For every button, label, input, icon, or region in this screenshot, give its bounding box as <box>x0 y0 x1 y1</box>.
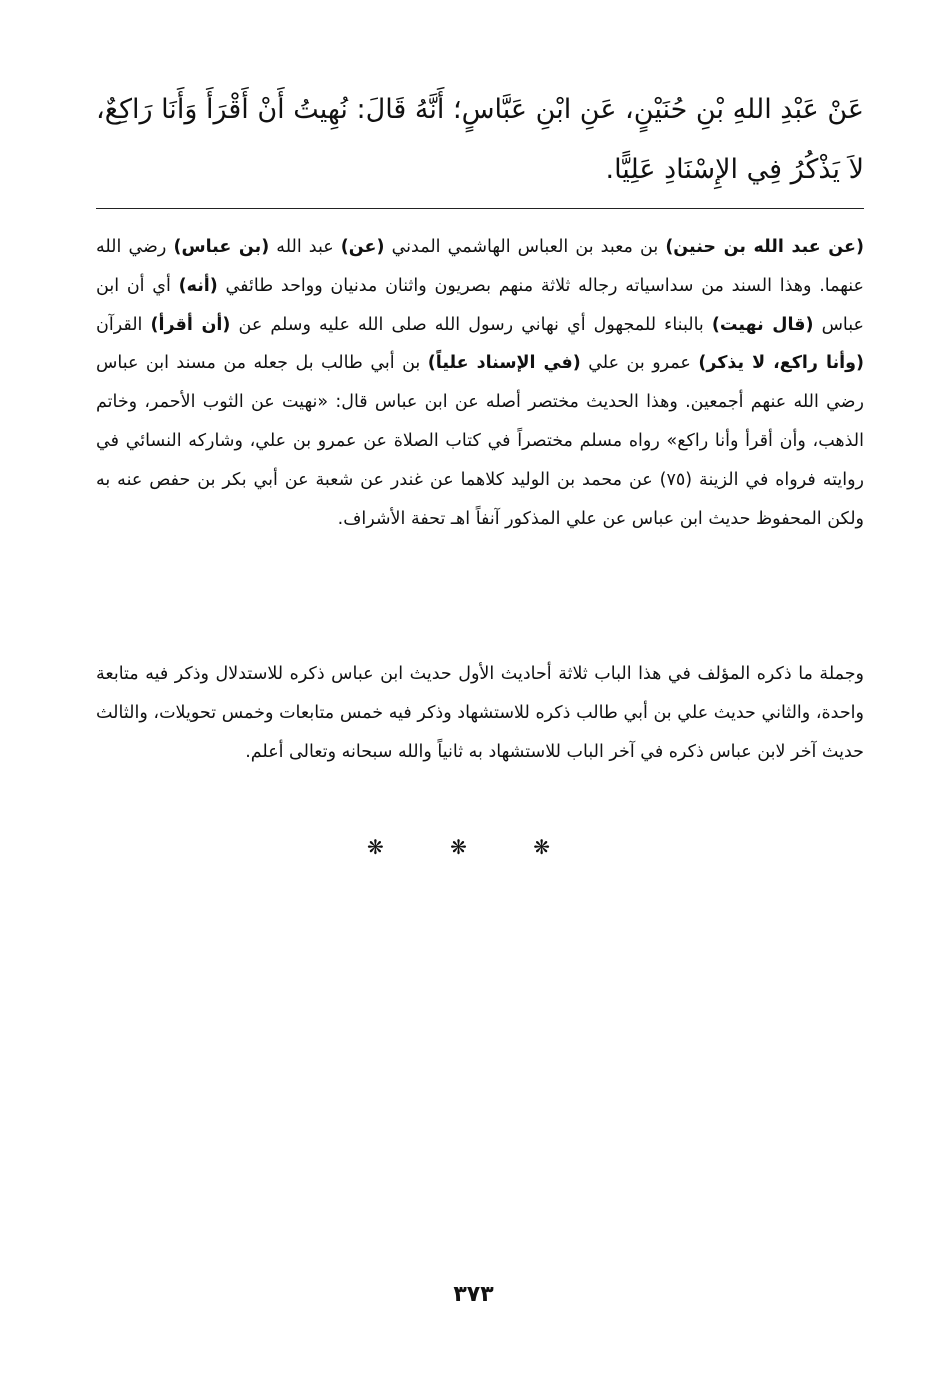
commentary-text: عبد الله <box>269 237 341 257</box>
quoted-phrase: (بن عباس) <box>173 237 270 257</box>
chapter-summary: وجملة ما ذكره المؤلف في هذا الباب ثلاثة أحاديث الأول حديث ابن عباس ذكره للاستدلال وذكر فيه متابعة واحدة، والثاني حديث علي بن أبي طالب ذكره للاستشهاد وذكر فيه خمس متابعات وخمس تحويلات، والثالث حديث آخر لابن عباس ذكره في آخر الباب للاستشهاد به ثانياً والله سبحانه وتعالى أعلم. <box>96 664 864 762</box>
quoted-phrase: (أن أقرأ) <box>150 314 231 335</box>
commentary-text: بن أبي طالب بل جعله من مسند ابن عباس رضي الله عنهم أجمعين. وهذا الحديث مختصر أصله عن ابن عباس قال: «نهيت عن الثوب الأحمر، وخاتم الذهب، وأن أقرأ وأنا راكع» رواه مسلم مختصراً في كتاب الصلاة عن عمرو بن علي، وشاركه النسائي في روايته فرواه في الزينة (٧٥) عن محمد بن الوليد كلاهما عن غندر عن شعبة عن أبي بكر بن حفص عنه به ولكن المحفوظ حديث ابن عباس عن علي المذكور آنفاً اهـ تحفة الأشراف. <box>96 353 864 529</box>
quoted-phrase: (وأنا راكع، لا يذكر) <box>698 353 865 374</box>
page-number: ٣٧٣ <box>453 1282 494 1307</box>
quoted-phrase: (عن) <box>340 237 385 257</box>
commentary-paragraph <box>96 228 864 538</box>
quoted-phrase: (عن عبد الله بن حنين) <box>665 237 864 257</box>
footnote-divider <box>96 208 864 209</box>
quoted-phrase: (في الإسناد علياً) <box>427 353 581 374</box>
commentary-text: أي أن ابن عباس <box>96 275 864 335</box>
hadith-text: عَنْ عَبْدِ اللهِ بْنِ حُنَيْنٍ، عَنِ ابْنِ عَبَّاسٍ؛ أَنَّهُ قَالَ: نُهِيتُ أَنْ أَقْرَأَ وَأَنَا رَاكِعٌ، لاَ يَذْكُرُ فِي الإِسْنَادِ عَلِيًّا. <box>96 94 864 185</box>
commentary-text: القرآن <box>96 314 151 335</box>
quoted-phrase: (أنه) <box>178 275 218 296</box>
section-separator-stars: ❋ ❋ ❋ <box>367 835 580 859</box>
commentary-text: عمرو بن علي <box>580 353 699 374</box>
commentary-text: بن معبد بن العباس الهاشمي المدني <box>384 237 666 257</box>
commentary-text: رضي الله عنهما. وهذا السند من سداسياته رجاله ثلاثة منهم بصريون واثنان مدنيان وواحد طائفي <box>96 237 864 296</box>
commentary-text: بالبناء للمجهول أي نهاني رسول الله صلى الله عليه وسلم عن <box>230 314 712 335</box>
quoted-phrase: (قال نهيت) <box>711 314 814 335</box>
